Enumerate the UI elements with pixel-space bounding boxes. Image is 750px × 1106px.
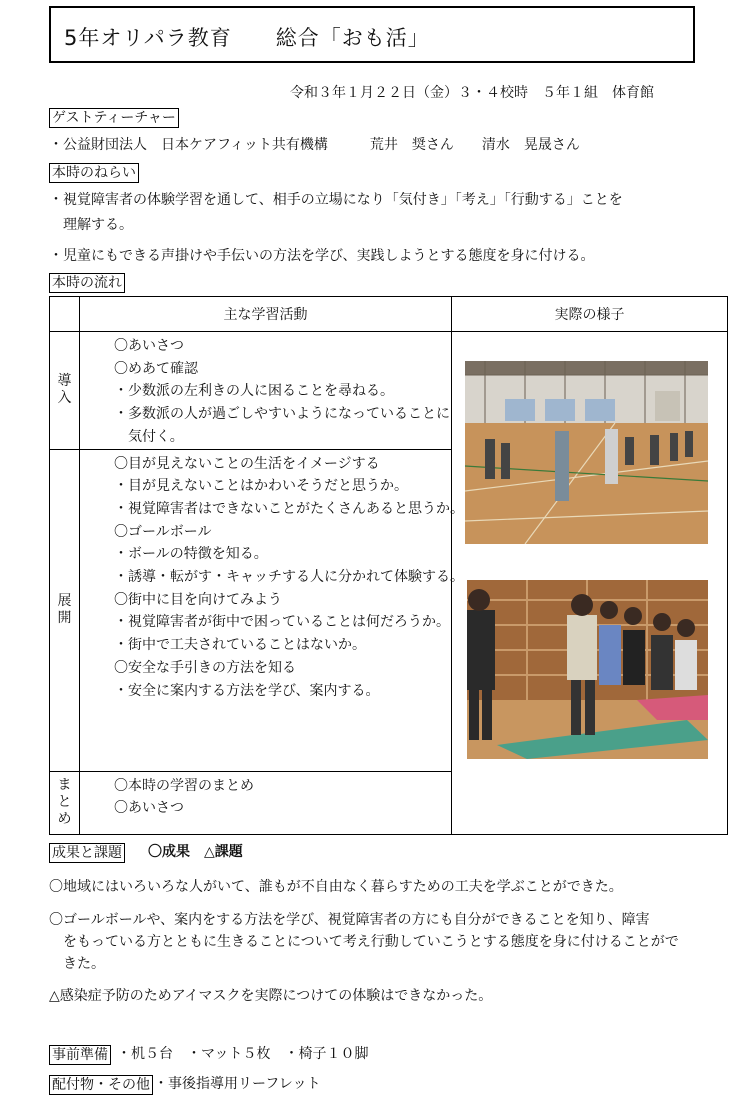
title-box [49,6,695,63]
stage-development: 展 開 [50,449,80,771]
results-line: をもっている方とともに生きることについて考え行動していこうとする態度を身に付けることがで [49,934,679,950]
results-line: △感染症予防のためアイマスクを実際につけての体験はできなかった。 [49,988,493,1004]
list-item: 〇あいさつ [114,800,184,817]
stage-summary: ま と め [50,771,80,834]
aim-line: ・児童にもできる声掛けや手伝いの方法を学び、実践しようとする態度を身に付ける。 [49,248,595,264]
gym-photo-guiding [467,580,708,759]
header-activity: 主な学習活動 [80,297,452,332]
list-item: ・街中で工夫されていることはないか。 [114,637,366,654]
guest-text: ・公益財団法人 日本ケアフィット共有機構 荒井 奨さん 清水 晃晟さん [49,137,580,153]
header-photo: 実際の様子 [452,297,728,332]
list-item: 〇目が見えないことの生活をイメージする [114,455,380,472]
preparation-text: ・机５台 ・マット５枚 ・椅子１０脚 [117,1046,369,1062]
results-legend: 〇成果 △課題 [148,844,243,860]
list-item: 〇ゴールボール [114,523,212,540]
list-item: ・安全に案内する方法を学び、案内する。 [114,682,380,699]
activity-development [80,449,464,771]
flow-table [49,296,728,835]
results-label: 成果と課題 [49,843,125,863]
handout-label: 配付物・その他 [49,1075,153,1095]
gym-photo-goalball [465,361,708,544]
list-item: ・ボールの特徴を知る。 [114,546,268,563]
results-line: 〇地域にはいろいろな人がいて、誰もが不自由なく暮らすための工夫を学ぶことができた。 [49,879,623,895]
guest-label: ゲストティーチャー [49,108,179,128]
list-item: ・目が見えないことはかわいそうだと思うか。 [114,478,408,495]
list-item: ・視覚障害者はできないことがたくさんあると思うか。 [114,500,464,517]
list-item: 〇本時の学習のまとめ [114,777,254,794]
results-line: 〇ゴールボールや、案内をする方法を学び、視覚障害者の方にも自分ができることを知り、障害 [49,912,650,928]
list-item: 〇街中に目を向けてみよう [114,591,282,608]
handout-text: ・事後指導用リーフレット [154,1076,321,1092]
aim-line: ・視覚障害者の体験学習を通して、相手の立場になり「気付き」「考え」「行動する」ことを [49,192,623,208]
page-title: 5年オリパラ教育 総合「おも活」 [64,26,430,50]
results-line: きた。 [49,956,105,972]
aim-label: 本時のねらい [49,163,139,183]
stage-intro: 導 入 [50,332,80,450]
list-item: 〇安全な手引きの方法を知る [114,659,296,676]
list-item: ・多数派の人が過ごしやすいようになっていることに [114,406,450,423]
header-stage-cell [50,297,80,332]
list-item: 気付く。 [114,428,184,445]
activity-intro [80,332,452,450]
aim-line: 理解する。 [49,217,133,233]
photo-column [452,332,728,835]
list-item: ・少数派の左利きの人に困ることを尋ねる。 [114,383,394,400]
list-item: 〇あいさつ [114,338,184,354]
preparation-label: 事前準備 [49,1045,111,1065]
date-line: 令和３年１月２２日（金）３・４校時 ５年１組 体育館 [290,85,654,101]
list-item: 〇めあて確認 [114,360,198,377]
list-item: ・視覚障害者が街中で困っていることは何だろうか。 [114,614,450,631]
flow-label: 本時の流れ [49,273,125,293]
list-item: ・誘導・転がす・キャッチする人に分かれて体験する。 [114,569,464,586]
activity-summary [80,771,452,834]
